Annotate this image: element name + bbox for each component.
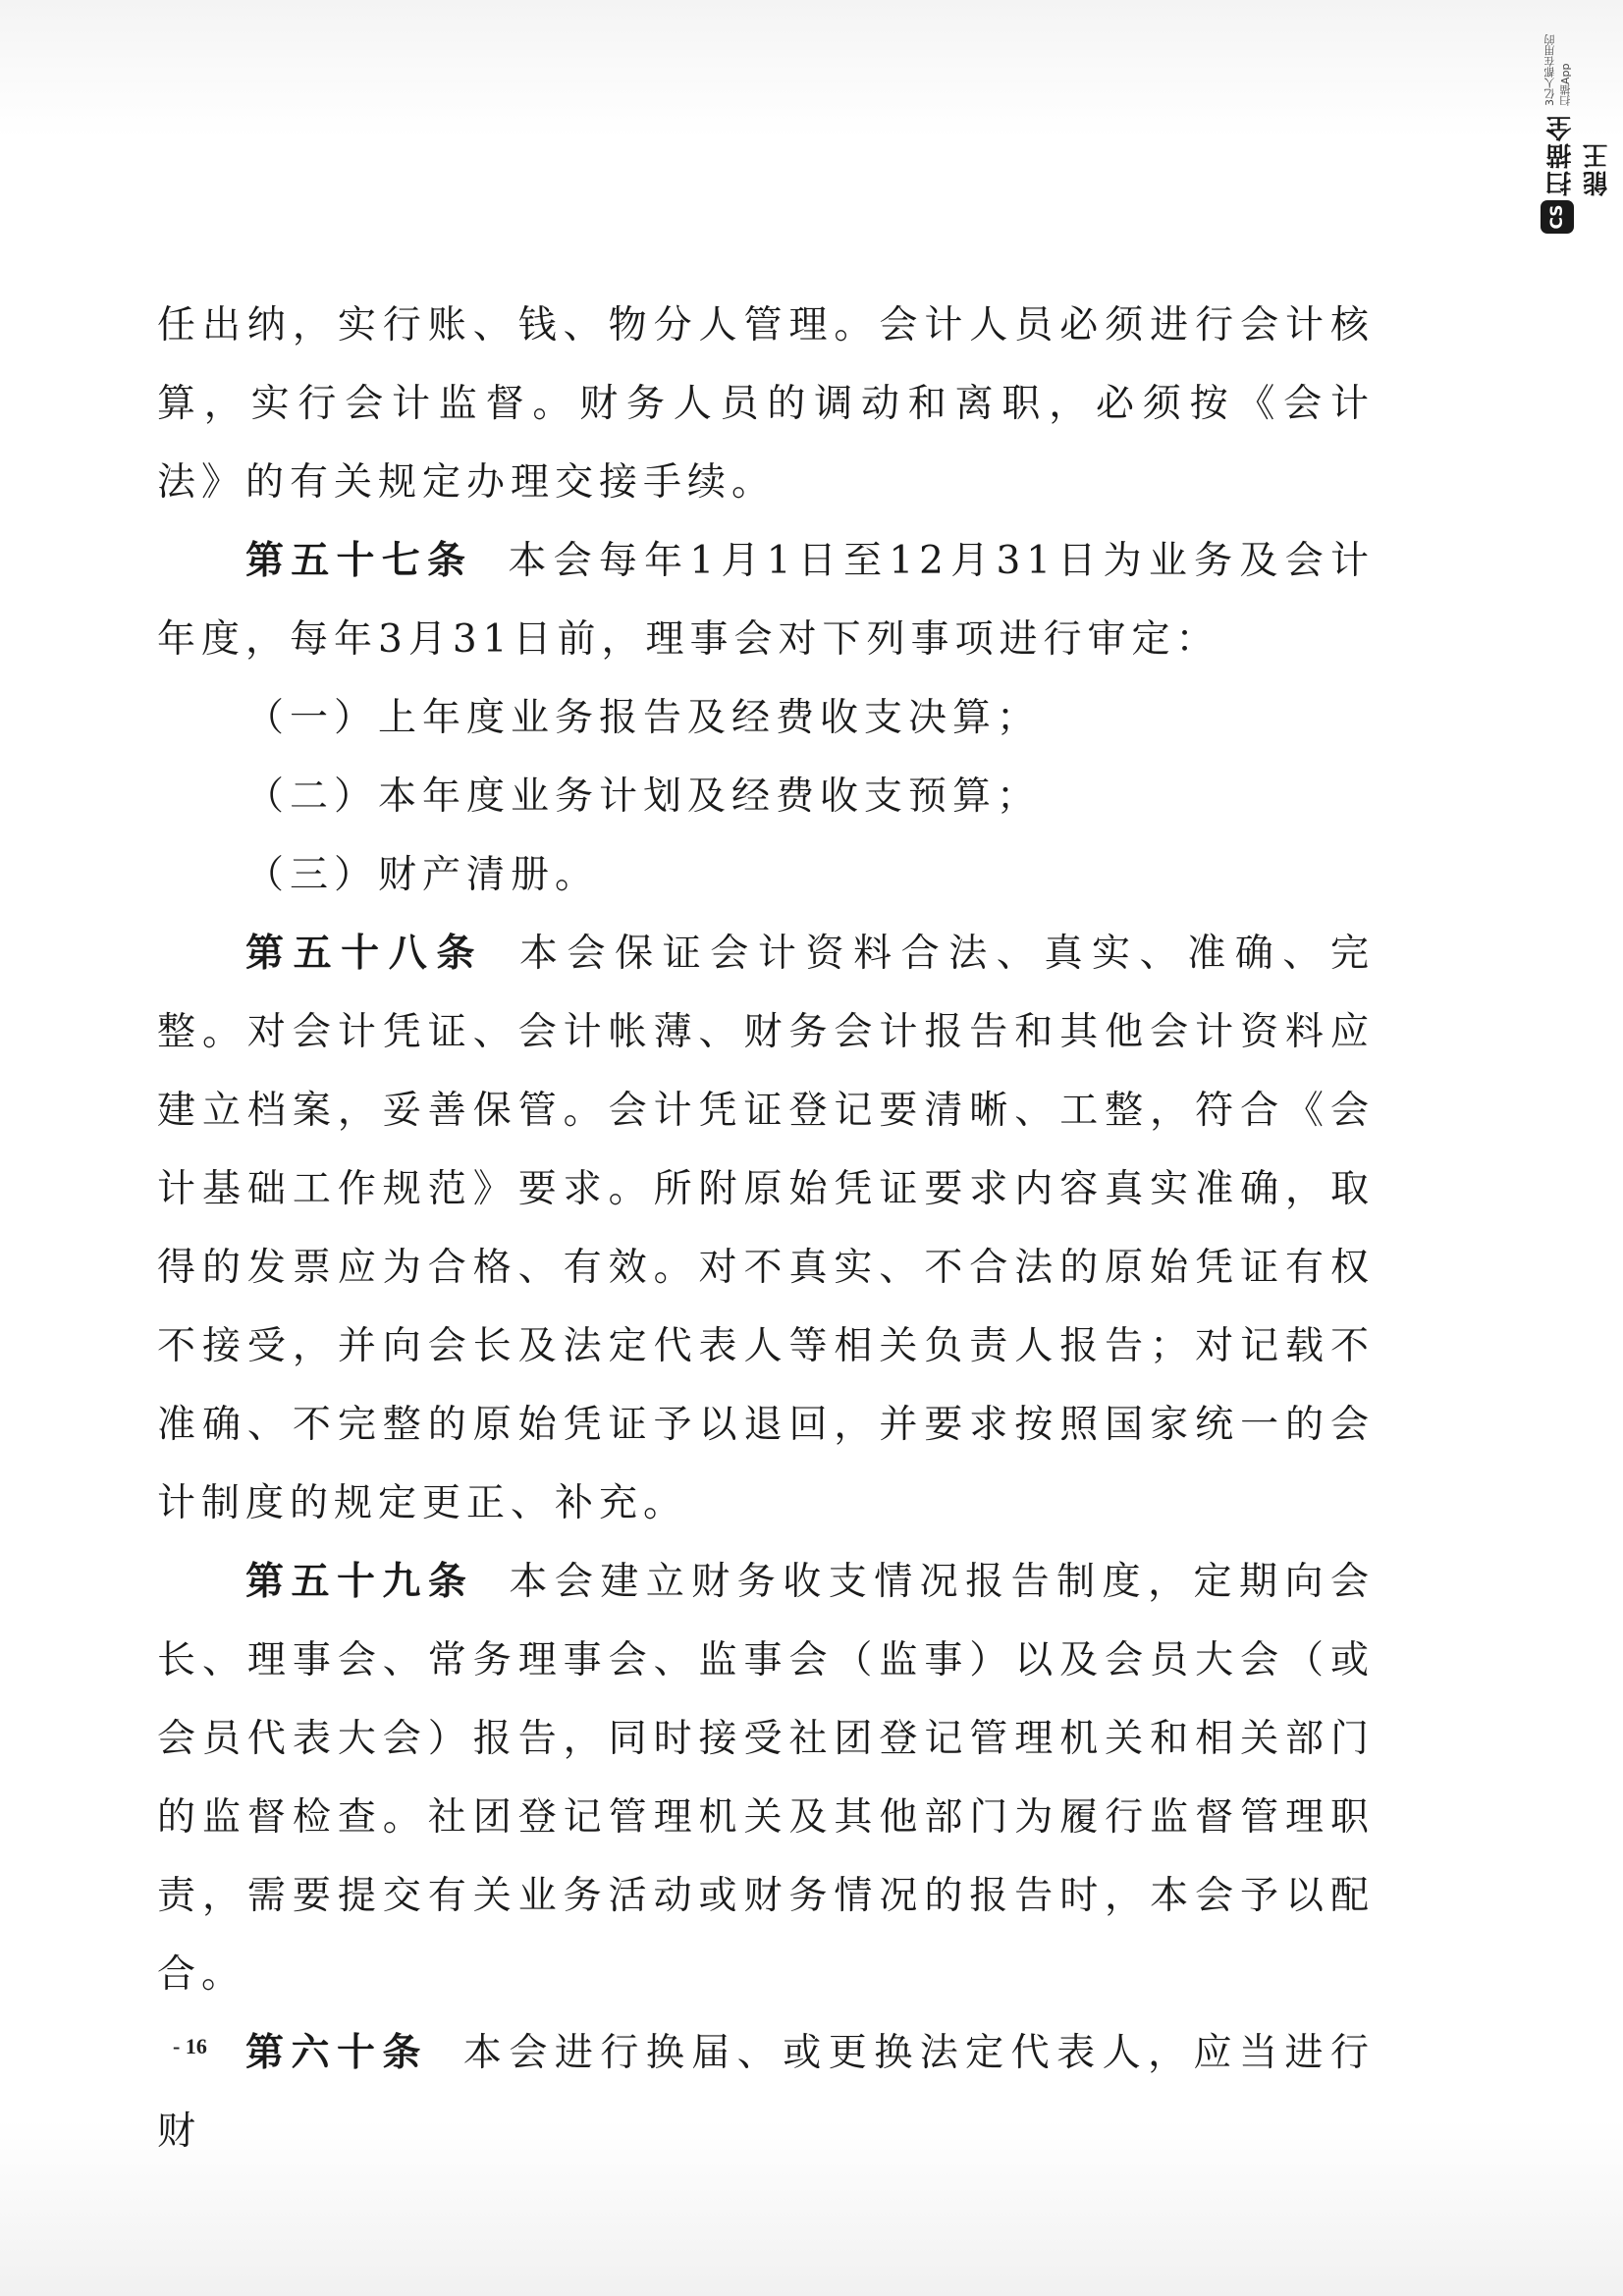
- list-item-2: [157, 758, 1375, 836]
- watermark-brand: 扫描全能王: [1546, 114, 1612, 196]
- article-number: 第五十九条: [245, 1560, 474, 1604]
- article-58: [157, 915, 1375, 1543]
- document-page: [157, 287, 1375, 2171]
- paragraph-text: （三）财产清册。: [245, 853, 600, 897]
- watermark-text: [1542, 31, 1612, 196]
- scan-shade-top: [0, 0, 1623, 137]
- paragraph-text: （一）上年度业务报告及经费收支决算；: [245, 696, 1042, 740]
- list-item-3: [157, 836, 1375, 915]
- article-60: [157, 2014, 1375, 2171]
- watermark-slogan: 3亿人都在用的扫描App: [1543, 34, 1572, 107]
- article-59: [157, 1543, 1375, 2014]
- paragraph-text: 本会进行换届、或更换法定代表人，应当进行财: [157, 2031, 1375, 2154]
- article-57: [157, 522, 1375, 679]
- article-number: 第五十七条: [245, 539, 473, 583]
- page-number: - 16: [173, 2034, 207, 2058]
- paragraph-text: 本会建立财务收支情况报告制度，定期向会长、理事会、常务理事会、监事会（监事）以及会员大会（或会员代表大会）报告，同时接受社团登记管理机关和相关部门的监督检查。社团登记管理机关及其他部门为履行监督管理职责，需要提交有关业务活动或财务情况的报告时，本会予以配合。: [157, 1560, 1375, 1997]
- scanner-watermark: [1537, 27, 1612, 234]
- camscanner-logo-icon: CS: [1541, 200, 1574, 234]
- article-number: 第五十八条: [245, 932, 484, 976]
- paragraph-text: 本会每年1月1日至12月31日为业务及会计年度，每年3月31日前，理事会对下列事项进行审定：: [157, 539, 1375, 662]
- paragraph-text: 任出纳，实行账、钱、物分人管理。会计人员必须进行会计核算，实行会计监督。财务人员的调动和离职，必须按《会计法》的有关规定办理交接手续。: [157, 303, 1375, 505]
- paragraph-text: 本会保证会计资料合法、真实、准确、完整。对会计凭证、会计帐薄、财务会计报告和其他会计资料应建立档案，妥善保管。会计凭证登记要清晰、工整，符合《会计基础工作规范》要求。所附原始凭证要求内容真实准确，取得的发票应为合格、有效。对不真实、不合法的原始凭证有权不接受，并向会长及法定代表人等相关负责人报告；对记载不准确、不完整的原始凭证予以退回，并要求按照国家统一的会计制度的规定更正、补充。: [157, 932, 1375, 1525]
- paragraph-continuation: [157, 287, 1375, 522]
- article-number: 第六十条: [245, 2031, 428, 2075]
- list-item-1: [157, 679, 1375, 758]
- paragraph-text: （二）本年度业务计划及经费收支预算；: [245, 774, 1042, 819]
